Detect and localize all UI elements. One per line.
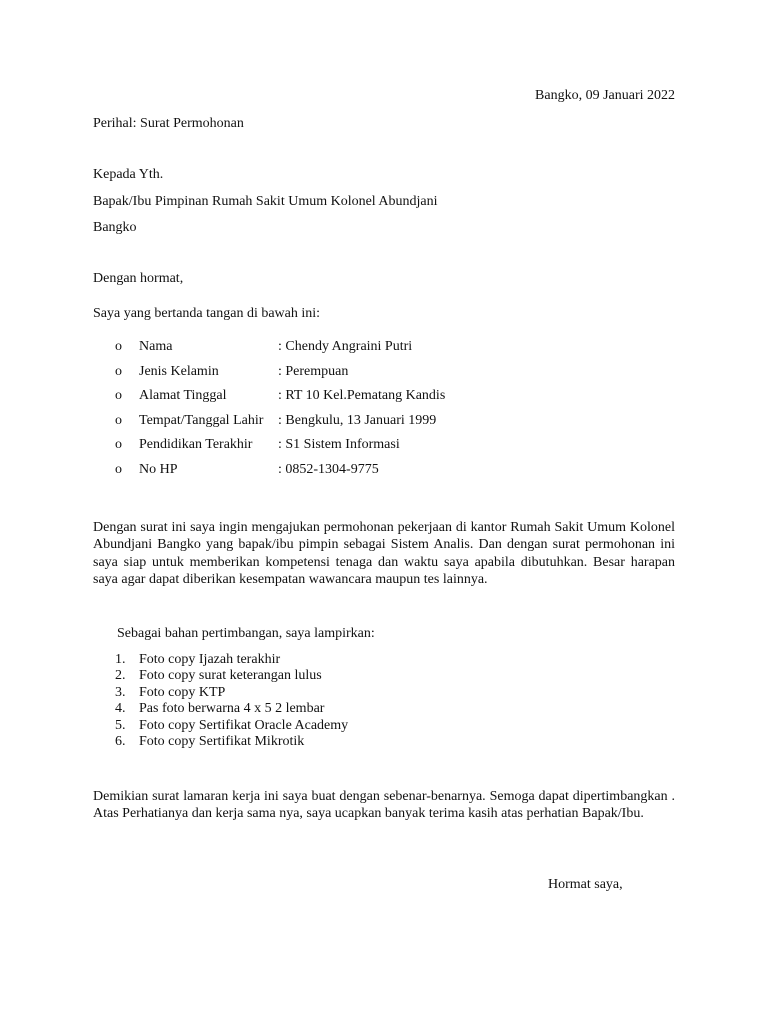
detail-row: [115, 388, 445, 413]
intro-line: Saya yang bertanda tangan di bawah ini:: [93, 306, 321, 321]
list-number: 1.: [115, 652, 126, 667]
detail-label: Tempat/Tanggal Lahir: [139, 412, 264, 428]
detail-value: : 0852-1304-9775: [278, 461, 379, 477]
closing-paragraph: Demikian surat lamaran kerja ini saya buat dengan sebenar-benarnya. Semoga dapat dipertimbangkan . Atas Perhatianya dan kerja sama nya, saya ucapkan banyak terima kasih atas perhatian Bapak/Ibu.: [93, 789, 675, 822]
list-text: Foto copy KTP: [139, 684, 226, 700]
list-text: Foto copy Sertifikat Oracle Academy: [139, 717, 349, 733]
detail-row: [115, 437, 445, 462]
detail-value: : Perempuan: [278, 363, 349, 379]
bullet-icon: o: [115, 363, 122, 379]
list-text: Foto copy surat keterangan lulus: [139, 668, 322, 684]
attachments-intro: Sebagai bahan pertimbangan, saya lampirkan:: [117, 626, 375, 641]
list-item: [115, 668, 348, 684]
detail-value: : S1 Sistem Informasi: [278, 437, 400, 453]
recipient-line: Bapak/Ibu Pimpinan Rumah Sakit Umum Kolonel Abundjani: [93, 193, 438, 209]
detail-value: : Bengkulu, 13 Januari 1999: [278, 412, 437, 428]
greeting: Dengan hormat,: [93, 271, 184, 286]
list-item: [115, 685, 348, 701]
letter-subject: Perihal: Surat Permohonan: [93, 116, 244, 131]
list-item: [115, 734, 348, 750]
recipient-block: [93, 167, 438, 247]
detail-label: Jenis Kelamin: [139, 363, 219, 379]
list-text: Pas foto berwarna 4 x 5 2 lembar: [139, 701, 325, 717]
list-item: [115, 701, 348, 717]
detail-label: Alamat Tinggal: [139, 388, 227, 404]
attachments-list: [115, 652, 348, 750]
list-number: 6.: [115, 733, 126, 749]
list-number: 4.: [115, 701, 126, 717]
detail-value: : Chendy Angraini Putri: [278, 339, 413, 354]
detail-value: : RT 10 Kel.Pematang Kandis: [278, 388, 446, 404]
list-number: 3.: [115, 684, 126, 700]
applicant-details: [115, 339, 445, 487]
bullet-icon: o: [115, 339, 122, 354]
list-item: [115, 718, 348, 734]
list-number: 5.: [115, 717, 126, 733]
bullet-icon: o: [115, 437, 122, 453]
detail-label: Nama: [139, 339, 173, 354]
list-text: Foto copy Sertifikat Mikrotik: [139, 733, 305, 749]
list-number: 2.: [115, 668, 126, 684]
recipient-line: Kepada Yth.: [93, 167, 164, 182]
bullet-icon: o: [115, 412, 122, 428]
bullet-icon: o: [115, 461, 122, 477]
detail-row: [115, 413, 445, 438]
detail-row: [115, 462, 445, 487]
list-text: Foto copy Ijazah terakhir: [139, 652, 281, 667]
signoff: Hormat saya,: [548, 877, 623, 892]
recipient-line: Bangko: [93, 220, 137, 235]
bullet-icon: o: [115, 388, 122, 404]
detail-row: [115, 339, 445, 364]
detail-label: No HP: [139, 461, 178, 477]
letter-date: Bangko, 09 Januari 2022: [535, 88, 675, 103]
detail-label: Pendidikan Terakhir: [139, 437, 253, 453]
body-paragraph: Dengan surat ini saya ingin mengajukan permohonan pekerjaan di kantor Rumah Sakit Umum Kolonel Abundjani Bangko yang bapak/ibu pimpin sebagai Sistem Analis. Dan dengan surat permohonan ini saya siap untuk memberikan kompetensi tenaga dan waktu saya apabila dibutuhkan. Besar harapan saya agar dapat diberikan kesempatan wawancara maupun tes lainnya.: [93, 520, 675, 587]
detail-row: [115, 364, 445, 389]
list-item: [115, 652, 348, 668]
